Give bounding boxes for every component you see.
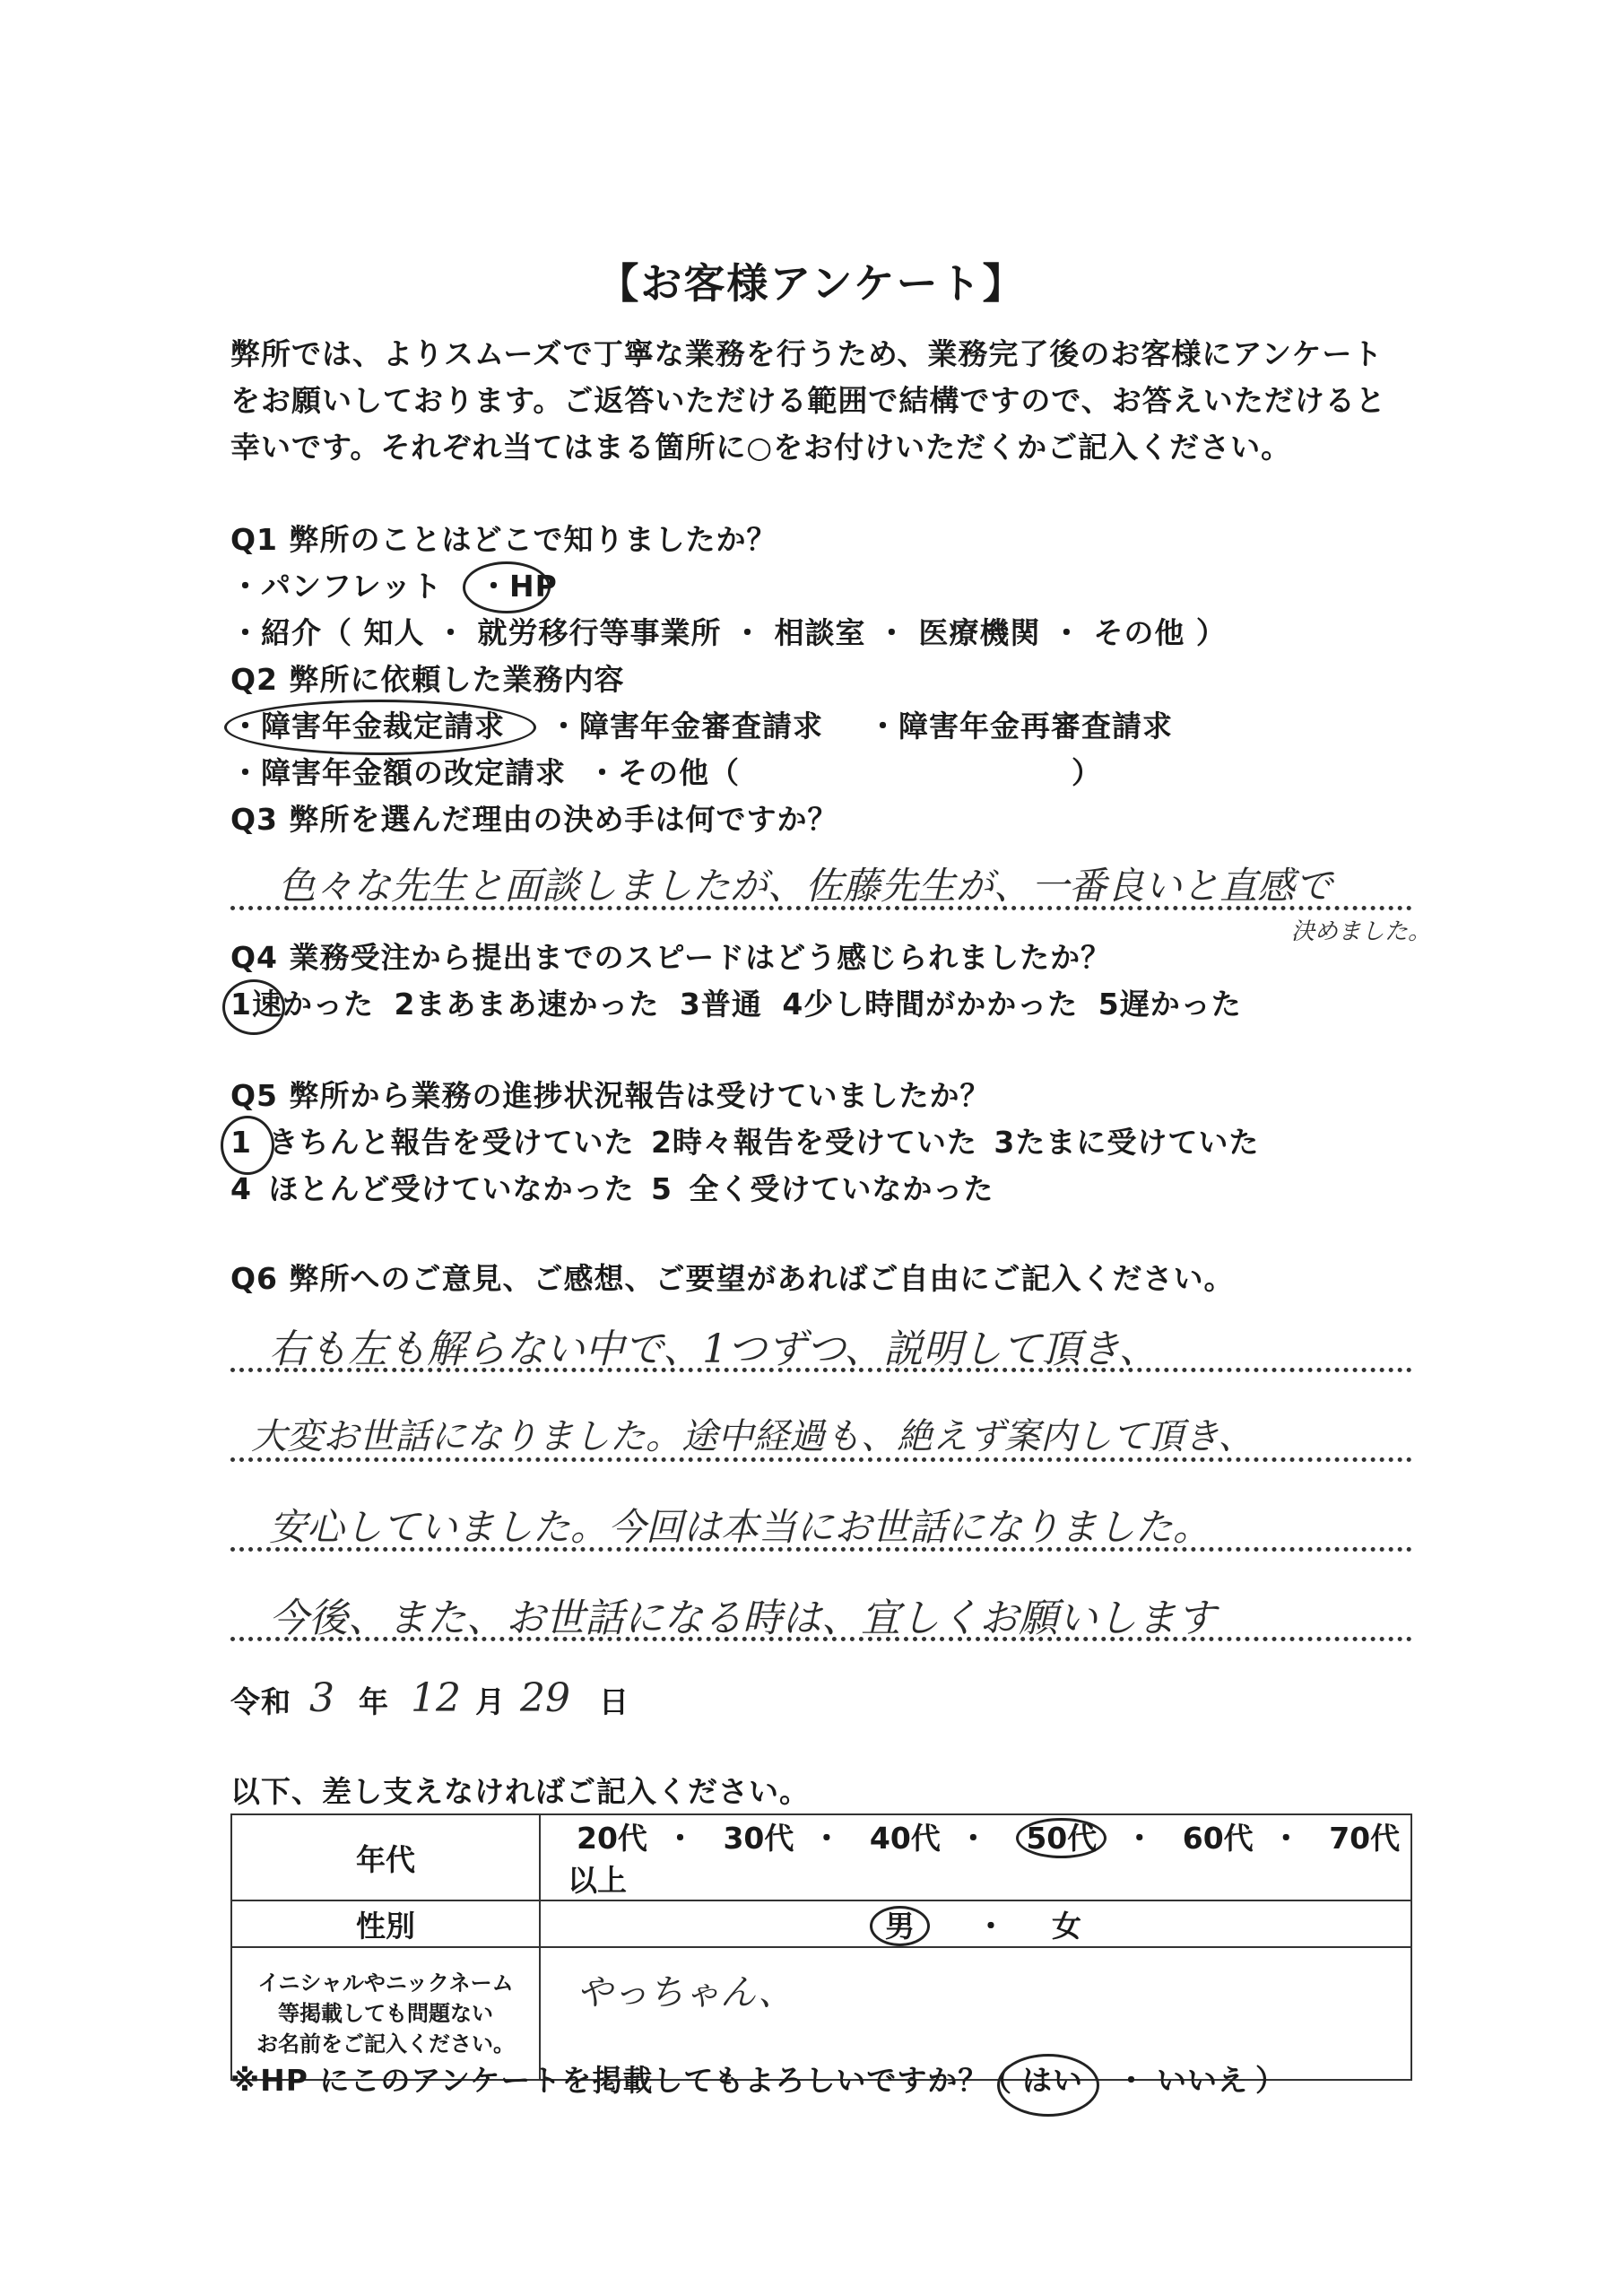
gender-label: 性別 — [231, 1900, 540, 1947]
q5-options-line-1: 1 きちんと報告を受けていた 2時々報告を受けていた 3たまに受けていた — [230, 1125, 1260, 1160]
consent-question: ※HP にこのアンケートを掲載してもよろしいですか？ — [230, 2063, 989, 2098]
q1-option-pamphlet: ・パンフレット — [230, 569, 443, 604]
age-separator: ・ — [958, 1821, 988, 1856]
gender-option-male: 男 — [870, 1906, 930, 1946]
intro-line-2: をお願いしております。ご返答いただける範囲で結構ですので、お答えいただけると — [230, 383, 1386, 418]
q5-label: Q5 弊所から業務の進捗状況報告は受けていましたか？ — [230, 1078, 991, 1113]
gender-option-female: 女 — [1052, 1908, 1081, 1944]
q1-label: Q1 弊所のことはどこで知りましたか？ — [230, 522, 777, 557]
q1-option-hp: ・HP — [479, 569, 558, 604]
q6-dotted-line-2 — [230, 1457, 1412, 1462]
age-row — [231, 1814, 1411, 1900]
q3-label: Q3 弊所を選んだ理由の決め手は何ですか？ — [230, 802, 838, 837]
q2-option-other-close: ） — [1072, 755, 1102, 790]
q6-dotted-line-3 — [230, 1547, 1412, 1552]
date-year-value: 3 — [309, 1675, 334, 1721]
age-option-20s: 20代 — [577, 1821, 647, 1856]
date-month-unit: 月 — [475, 1684, 506, 1719]
q3-handwritten-answer-line-1: 色々な先生と面談しましたが、佐藤先生が、一番良いと直感で — [278, 864, 1333, 908]
q5-options-line-2: 4 ほとんど受けていなかった 5 全く受けていなかった — [230, 1171, 994, 1206]
age-option-60s: 60代 — [1182, 1821, 1254, 1856]
q3-handwritten-answer-line-2: 決めました。 — [1291, 918, 1432, 945]
age-separator: ・ — [664, 1821, 695, 1856]
gender-options — [540, 1900, 1411, 1947]
intro-line-1: 弊所では、よりスムーズで丁寧な業務を行うため、業務完了後のお客様にアンケート — [230, 336, 1384, 371]
age-option-30s: 30代 — [723, 1821, 794, 1856]
date-day-unit: 日 — [599, 1684, 629, 1719]
name-handwritten-value: やっちゃん、 — [577, 1972, 794, 2013]
consent-close-paren: ） — [1255, 2063, 1286, 2098]
name-label-line-2: 等掲載しても問題ない — [278, 2001, 493, 2026]
respondent-info-table — [230, 1813, 1412, 2081]
age-options — [540, 1814, 1411, 1900]
q2-option-review-request: ・障害年金審査請求 — [549, 709, 823, 744]
date-year-unit: 年 — [359, 1684, 389, 1719]
date-era: 令和 — [230, 1684, 291, 1719]
q3-answer-dotted-line — [230, 906, 1412, 910]
optional-info-heading: 以下、差し支えなければご記入ください。 — [230, 1774, 810, 1809]
date-month-value: 12 — [411, 1675, 461, 1721]
age-option-70s-plus: 70代以上 — [568, 1821, 1401, 1898]
q4-label: Q4 業務受注から提出までのスピードはどう感じられましたか？ — [230, 940, 1112, 975]
consent-no: いいえ — [1157, 2063, 1248, 2098]
age-separator: ・ — [1124, 1821, 1155, 1856]
q2-option-initial-claim: ・障害年金裁定請求 — [230, 709, 505, 744]
q2-option-other: ・その他（ — [587, 755, 740, 790]
q6-handwritten-line-2: 大変お世話になりました。途中経過も、絶えず案内して頂き、 — [251, 1416, 1254, 1457]
name-label-line-3: お名前をご記入ください。 — [256, 2031, 515, 2057]
q1-option-introduction: ・紹介（ 知人 ・ 就労移行等事業所 ・ 相談室 ・ 医療機関 ・ その他 ） — [230, 615, 1227, 650]
age-option-40s: 40代 — [869, 1821, 941, 1856]
consent-open-paren: （ — [982, 2063, 1012, 2098]
survey-title: 【お客様アンケート】 — [597, 259, 1026, 308]
q6-dotted-line-1 — [230, 1368, 1412, 1372]
q2-option-re-review-request: ・障害年金再審査請求 — [868, 709, 1173, 744]
name-label — [231, 1947, 540, 2080]
age-label: 年代 — [231, 1814, 540, 1900]
age-option-50s: 50代 — [1016, 1818, 1107, 1858]
name-label-line-1: イニシャルやニックネーム — [257, 1970, 514, 1996]
q6-handwritten-line-3: 安心していました。今回は本当にお世話になりました。 — [269, 1505, 1211, 1549]
q4-options: 1速かった 2まあまあ速かった 3普通 4少し時間がかかった 5遅かった — [230, 987, 1242, 1022]
date-day-value: 29 — [520, 1675, 570, 1721]
q2-option-amount-revision: ・障害年金額の改定請求 — [230, 755, 566, 790]
q6-handwritten-line-4: 今後、また、お世話になる時は、宜しくお願いします — [269, 1596, 1216, 1641]
gender-row — [231, 1900, 1411, 1947]
age-separator: ・ — [812, 1821, 842, 1856]
consent-separator: ・ — [1116, 2063, 1147, 2098]
q6-dotted-line-4 — [230, 1637, 1412, 1641]
consent-yes: はい — [1022, 2063, 1083, 2098]
q6-label: Q6 弊所へのご意見、ご感想、ご要望があればご自由にご記入ください。 — [230, 1261, 1235, 1296]
name-value-cell — [540, 1947, 1411, 2080]
name-row — [231, 1947, 1411, 2080]
intro-line-3: 幸いです。それぞれ当てはまる箇所に○をお付けいただくかご記入ください。 — [230, 430, 1292, 465]
q2-label: Q2 弊所に依頼した業務内容 — [230, 662, 625, 697]
age-separator: ・ — [1271, 1821, 1301, 1856]
gender-separator: ・ — [976, 1908, 1006, 1944]
q6-handwritten-line-1: 右も左も解らない中で、1つずつ、説明して頂き、 — [269, 1326, 1159, 1372]
